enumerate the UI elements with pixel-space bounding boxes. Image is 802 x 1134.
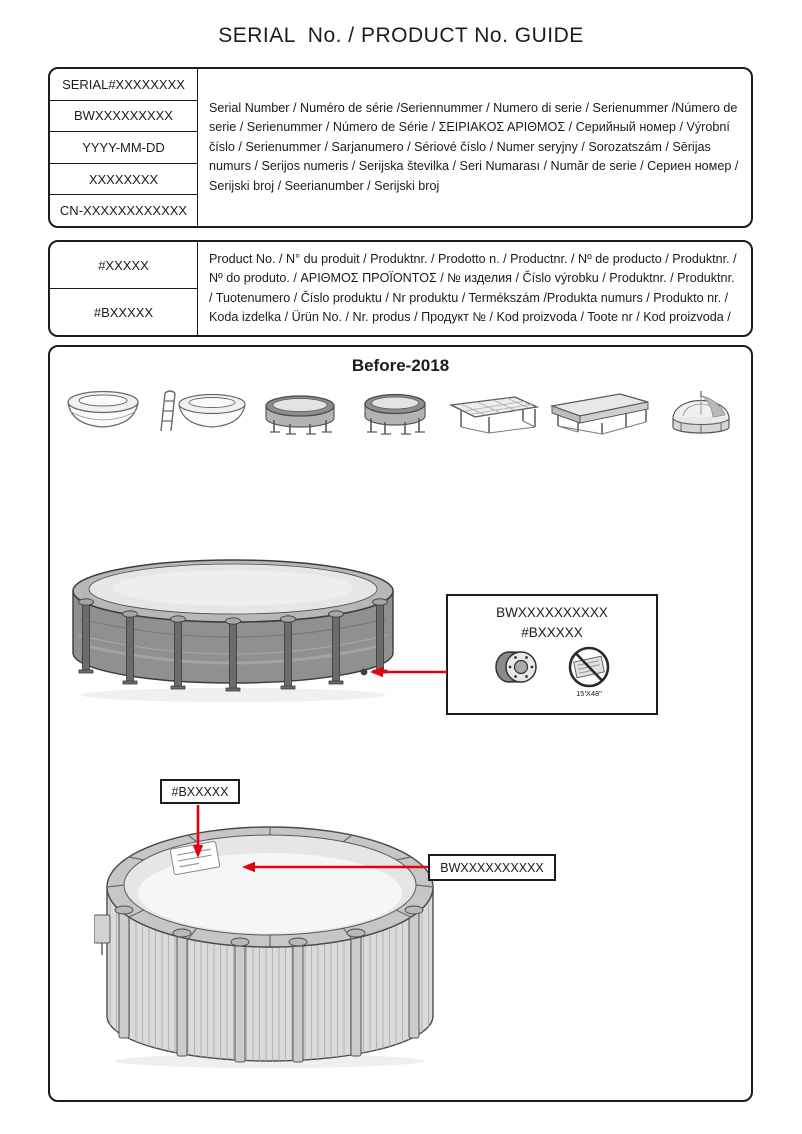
steel-wall-pool-illustration	[94, 819, 442, 1071]
size-label-text: 15'X48"	[576, 689, 602, 698]
dome-canopy-pool-icon	[659, 387, 743, 435]
product-description-text: Product No. / N° du produit / Produktnr. / Prodotto n. / Productnr. / Nº de producto / Produktnr. / Nº do produto. / ΑΡΙΘΜΟΣ ΠΡΟΪΟΝΤΟΣ / № изделия / Číslo výrobku / Produktnr. / Produktnr. / Tuotenumero / Číslo produktu / Nr produktu / Termékszám /Produkta numurs / Produkto nr. / Koda izdelka / Ürün No. / Nr. produs / Продукт № / Kod proizvoda / Toote nr / Kod proizvoda /	[209, 251, 737, 324]
rect-frame-pool-icon	[548, 388, 652, 435]
steel-pool-serial-label: BWXXXXXXXXXX	[440, 860, 544, 875]
diagram-heading: Before-2018	[351, 356, 450, 375]
serial-description-text: Serial Number / Numéro de série /Seriennummer / Numero di serie / Serienummer /Número de serie / Serienummer / Número de Série / ΣΕΙΡΙΑΚΟΣ ΑΡΙΘΜΟΣ / Серийный номер / Výrobní číslo / Serienummer / Sarjanumero / Sériové číslo / Numer seryjny / Sorozatszám / Sērijas numurs / Serijos numeris / Serijska številka / Seri Numarası / Număr de serie / Сериен номер / Serijski broj / Seerianumber / Serijski broj	[209, 100, 739, 193]
serial-location-callout	[446, 594, 658, 715]
callout-serial-label: BWXXXXXXXXXX	[496, 605, 608, 620]
size-label-prohibited-icon	[562, 644, 616, 690]
oval-inflatable-pool-ladder-icon	[151, 389, 247, 435]
product-codes-column	[50, 242, 198, 335]
steel-pool-product-label-box	[160, 779, 240, 804]
steel-pool-product-label: #BXXXXX	[171, 784, 229, 799]
inflatable-ring-pool-icon	[62, 389, 144, 435]
serial-codes-column	[50, 69, 198, 226]
product-bcode-cell: #BXXXXX	[93, 304, 154, 320]
steel-pool-serial-label-box	[428, 854, 556, 881]
round-frame-pool-icon	[353, 388, 437, 435]
serial-bw-cell: BWXXXXXXXXX	[50, 101, 197, 133]
serial-cn-cell: CN-XXXXXXXXXXXX	[59, 203, 188, 219]
product-description	[198, 242, 751, 335]
rect-frame-pool-cover-icon	[445, 389, 541, 435]
round-frame-pool-illustration	[68, 555, 398, 705]
serial-number-box	[48, 67, 753, 228]
product-label-arrow	[190, 805, 206, 859]
valve-icon-col	[488, 644, 544, 690]
page-title: SERIAL No. / PRODUCT No. GUIDE	[218, 24, 584, 47]
serial-number-cell: XXXXXXXX	[50, 164, 197, 196]
callout-product-label: #BXXXXX	[521, 625, 583, 640]
product-number-box	[48, 240, 753, 337]
diagram-box	[48, 345, 753, 1102]
serial-description	[198, 69, 751, 226]
no-size-label-col	[562, 644, 616, 698]
oval-frame-pool-icon	[254, 388, 346, 435]
serial-label-arrow	[240, 860, 430, 874]
product-code-cell: #XXXXX	[50, 242, 197, 289]
callout-icons	[448, 644, 656, 698]
pool-types-row	[62, 381, 743, 435]
serial-date-cell: YYYY-MM-DD	[50, 132, 197, 164]
serial-format-cell: SERIAL#XXXXXXXX	[50, 69, 197, 101]
pool-valve-mark	[361, 669, 368, 676]
callout-arrow	[368, 665, 448, 679]
drain-valve-icon	[488, 644, 544, 690]
